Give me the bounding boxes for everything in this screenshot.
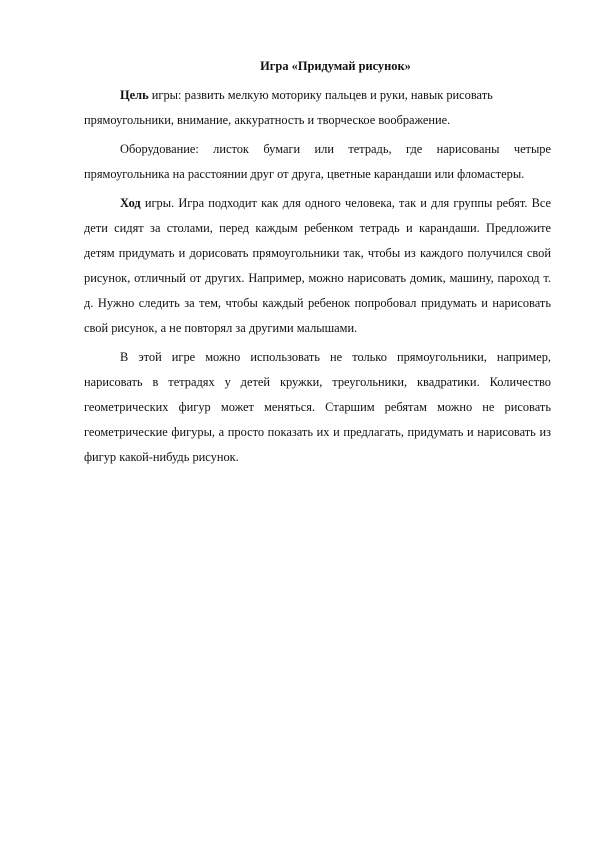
procedure-text: игры. Игра подходит как для одного человека, так и для группы ребят. Все дети сидят за столами, перед каждым ребенком тетрадь и карандаши. Предложите детям придумать и дорисовать прямоугольники так, чтобы из каждого получился свой рисунок, отличный от других. Например, можно нарисовать домик, машину, пароход т. д. Нужно следить за тем, чтобы каждый ребенок попробовал придумать и нарисовать свой рисунок, а не повторял за другими малышами. bbox=[84, 196, 551, 335]
equipment-text: Оборудование: листок бумаги или тетрадь, где нарисованы четыре прямоугольника на расстоянии друг от друга, цветные карандаши или фломастеры. bbox=[84, 142, 551, 181]
variation-text: В этой игре можно использовать не только прямоугольники, например, нарисовать в тетрадях у детей кружки, треугольники, квадратики. Количество геометрических фигур может меняться. Старшим ребятам можно не рисовать геометрические фигуры, а просто показать их и предлагать, придумать и нарисовать из фигур какой-нибудь рисунок. bbox=[84, 350, 551, 464]
paragraph-procedure bbox=[84, 191, 551, 341]
paragraph-goal bbox=[84, 83, 551, 133]
paragraph-equipment bbox=[84, 137, 551, 187]
document-title: Игра «Придумай рисунок» bbox=[260, 59, 411, 73]
procedure-label: Ход bbox=[120, 196, 141, 210]
paragraph-variation bbox=[84, 345, 551, 470]
goal-text: игры: развить мелкую моторику пальцев и руки, навык рисовать прямоугольники, внимание, аккуратность и творческое воображение. bbox=[84, 88, 493, 127]
goal-label: Цель bbox=[120, 88, 149, 102]
document-body bbox=[84, 54, 551, 474]
